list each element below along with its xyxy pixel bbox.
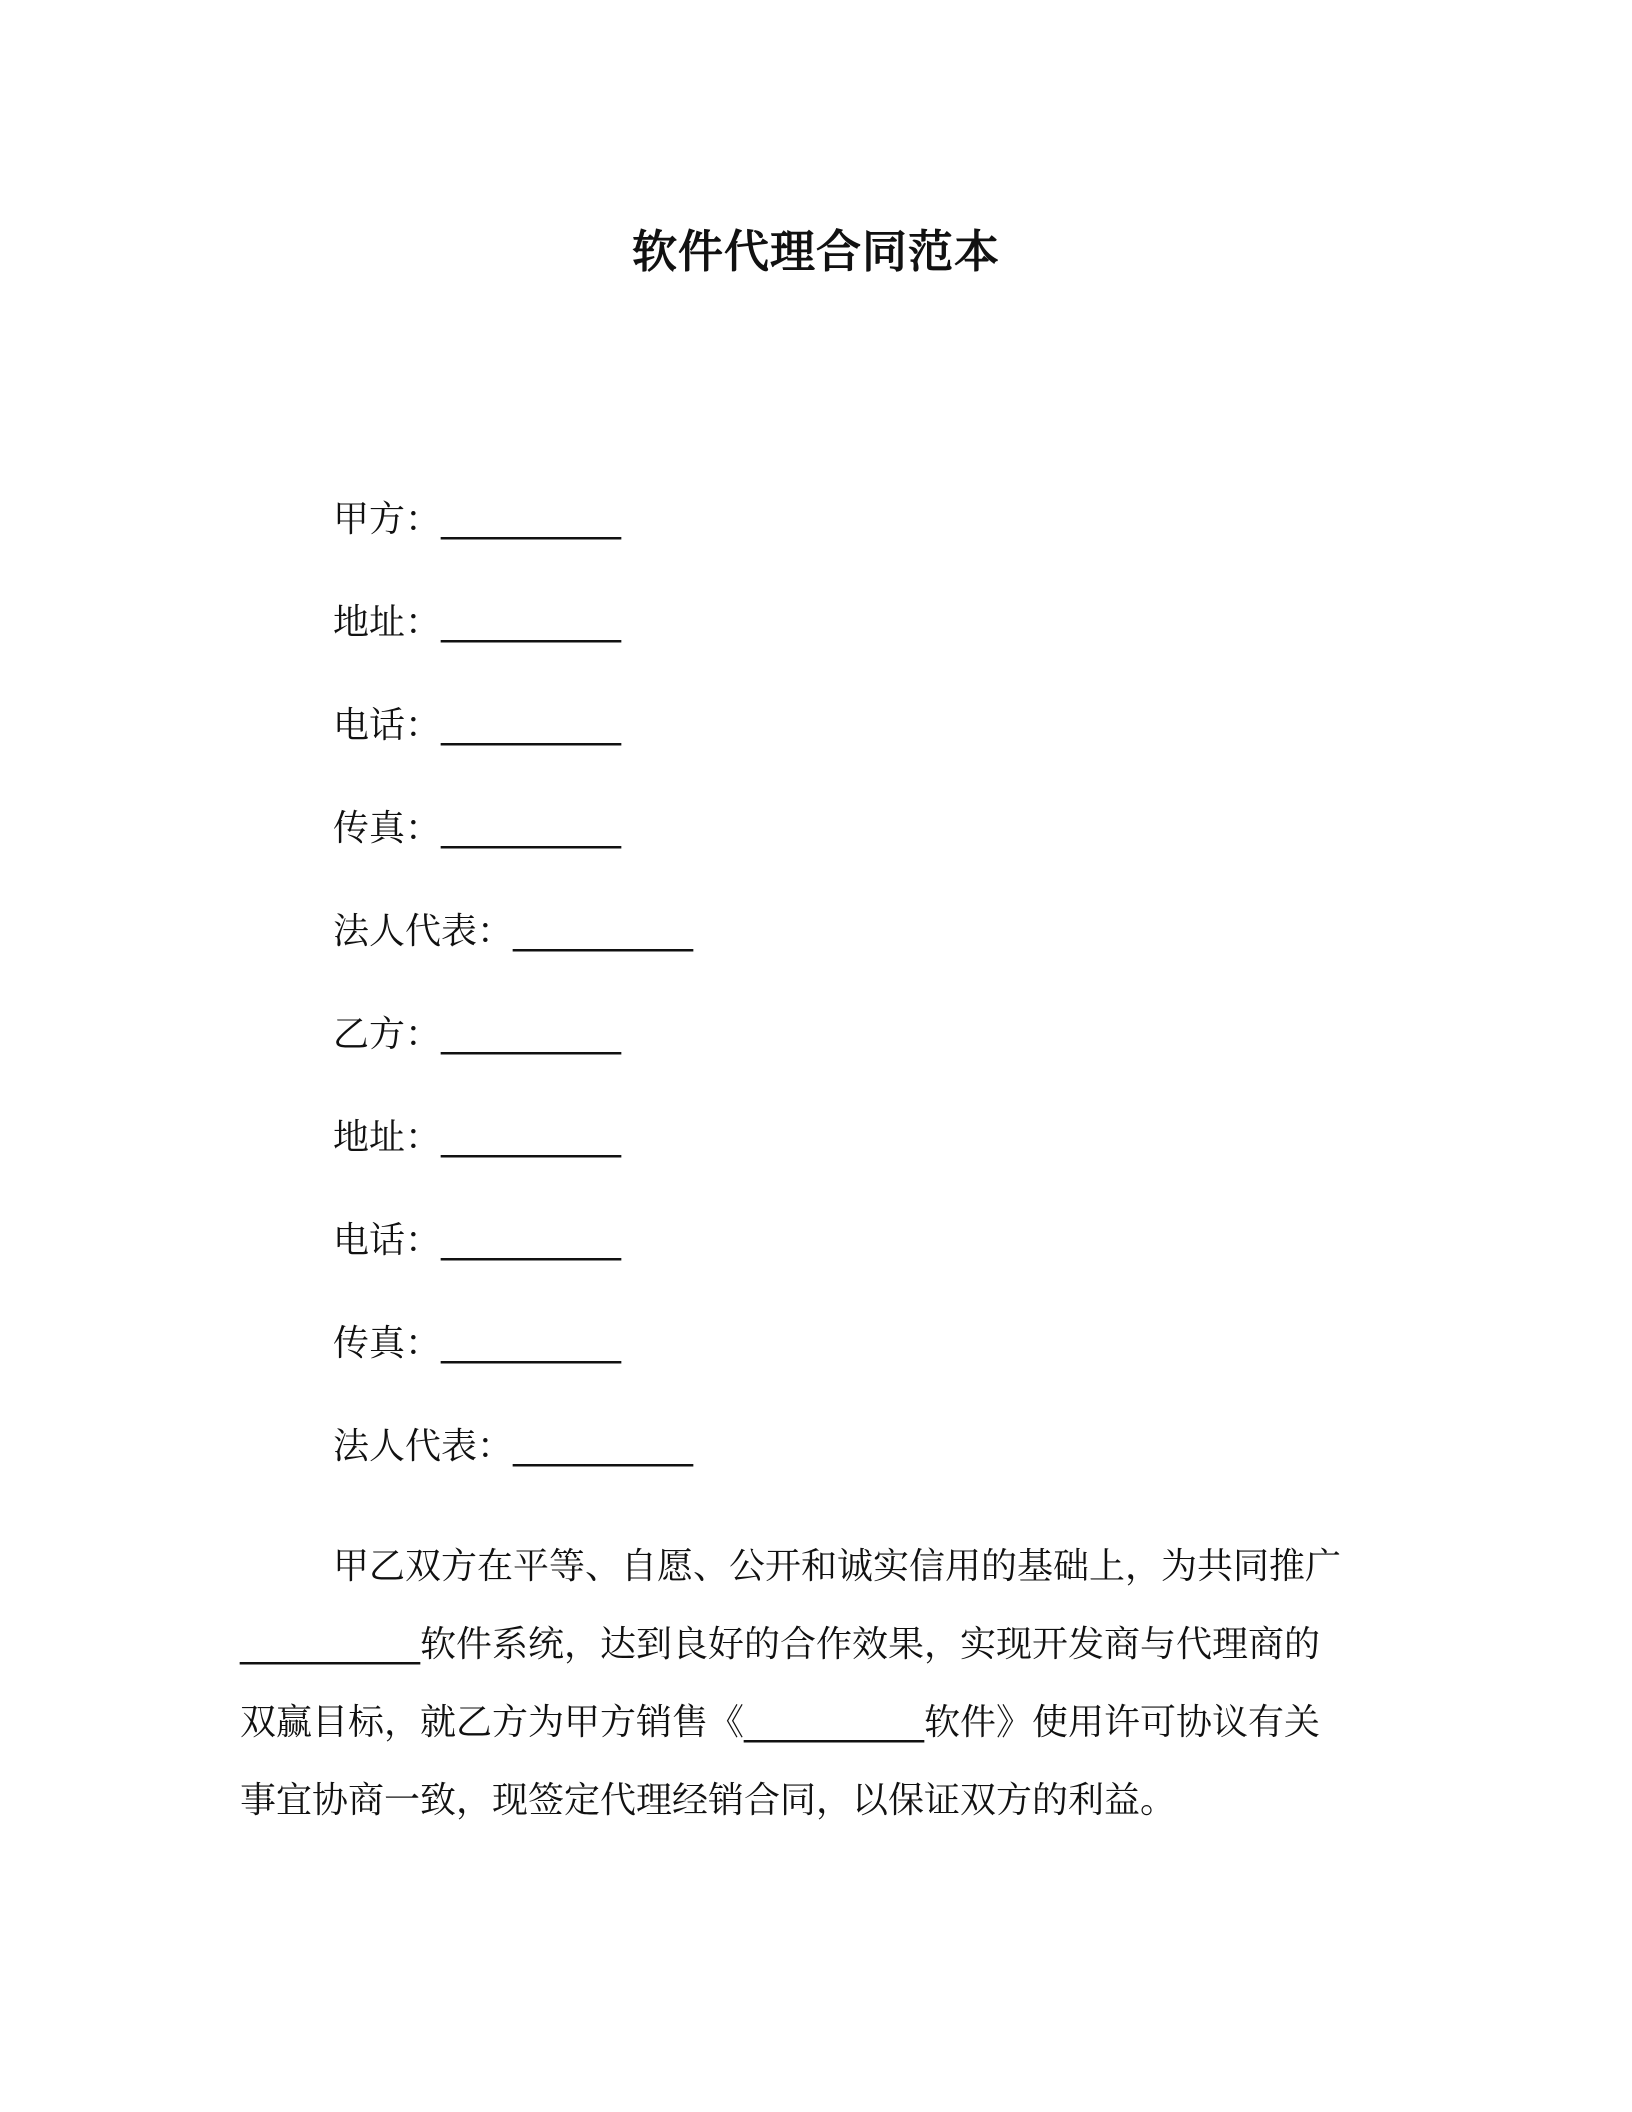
party-a-field: [333, 497, 621, 543]
field-label: 地址：: [333, 602, 442, 643]
party-b-address-field: [333, 1115, 621, 1161]
party-a-legal-rep-field: [333, 909, 693, 955]
party-b-field: [333, 1012, 621, 1058]
field-label: 电话：: [333, 705, 442, 746]
paragraph-line: __________软件系统，达到良好的合作效果，实现开发商与代理商的: [240, 1624, 1321, 1665]
field-label: 电话：: [333, 1220, 442, 1261]
field-blank: __________: [441, 1117, 622, 1158]
preamble-paragraph: [240, 1528, 1380, 1840]
party-b-fax-field: [333, 1321, 621, 1367]
field-label: 甲方：: [333, 499, 442, 540]
field-blank: __________: [441, 808, 622, 849]
paragraph-line: 甲乙双方在平等、自愿、公开和诚实信用的基础上，为共同推广: [333, 1546, 1342, 1587]
party-a-fax-field: [333, 806, 621, 852]
field-blank: __________: [441, 602, 622, 643]
field-blank: __________: [441, 1220, 622, 1261]
party-a-phone-field: [333, 703, 621, 749]
field-blank: __________: [441, 1014, 622, 1055]
party-a-address-field: [333, 600, 621, 646]
party-b-legal-rep-field: [333, 1424, 693, 1470]
field-blank: __________: [441, 705, 622, 746]
field-blank: __________: [441, 499, 622, 540]
document-title: 软件代理合同范本: [631, 225, 1000, 278]
paragraph-line: 事宜协商一致，现签定代理经销合同，以保证双方的利益。: [240, 1780, 1177, 1821]
field-blank: __________: [441, 1323, 622, 1364]
field-label: 传真：: [333, 808, 442, 849]
field-label: 乙方：: [333, 1014, 442, 1055]
field-label: 法人代表：: [333, 1426, 514, 1467]
field-label: 法人代表：: [333, 911, 514, 952]
party-b-phone-field: [333, 1218, 621, 1264]
field-label: 地址：: [333, 1117, 442, 1158]
field-label: 传真：: [333, 1323, 442, 1364]
field-blank: __________: [513, 1426, 694, 1467]
paragraph-line: 双赢目标，就乙方为甲方销售《__________软件》使用许可协议有关: [240, 1702, 1321, 1743]
field-blank: __________: [513, 911, 694, 952]
